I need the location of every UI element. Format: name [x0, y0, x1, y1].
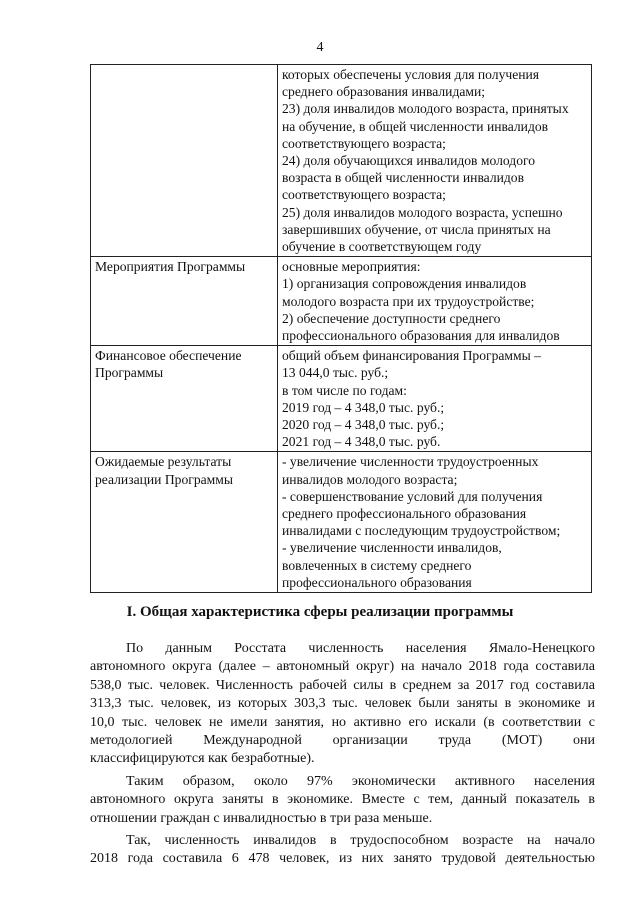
row-value-line: соответствующего возраста;: [282, 135, 446, 151]
paragraph-line: 2018 года составила 6 478 человек, из них занято трудовой деятельностью: [90, 851, 595, 867]
row-value-cell: [278, 346, 592, 452]
paragraph-line: 538,0 тыс. человек. Численность рабочей силы в среднем за 2017 год составила: [90, 677, 595, 693]
row-value-line: инвалидов молодого возраста;: [282, 471, 458, 487]
row-value-line: возраста в общей численности инвалидов: [282, 170, 525, 186]
row-value-line: 25) доля инвалидов молодого возраста, успешно: [282, 204, 563, 220]
section-heading: I. Общая характеристика сферы реализации программы: [126, 604, 514, 620]
body-text: [90, 640, 595, 873]
row-value-line: инвалидами с последующим трудоустройством;: [282, 523, 561, 539]
row-label-cell: [91, 452, 278, 593]
page-number: 4: [316, 40, 324, 55]
paragraph-line: автономного округа заняты в экономике. Вместе с тем, данный показатель в: [90, 792, 595, 808]
row-value-line: - совершенствование условий для получения: [282, 488, 543, 504]
paragraph-line: 10,0 тыс. человек не имели занятия, но активно его искали (в соответствии с: [90, 714, 595, 730]
row-value-cell: [278, 452, 592, 593]
row-label-cell: [91, 346, 278, 452]
row-label-line: Программы: [95, 365, 164, 381]
row-value-line: 2) обеспечение доступности среднего: [282, 310, 501, 326]
paragraph: [90, 773, 595, 828]
row-value-line: профессионального образования: [282, 574, 472, 590]
row-label-line: Финансовое обеспечение: [95, 348, 242, 364]
row-label-line: Мероприятия Программы: [95, 259, 246, 275]
row-label-line: Ожидаемые результаты: [95, 454, 232, 470]
program-passport-table: [90, 64, 592, 593]
row-value-cell: [278, 257, 592, 346]
paragraph-line: По данным Росстата численность населения Ямало-Ненецкого: [126, 641, 595, 656]
paragraph-line: Так, численность инвалидов в трудоспособном возрасте на начало: [126, 833, 595, 849]
paragraph-line: 313,3 тыс. человек, из которых 303,3 тыс. человек были заняты в экономике и: [90, 696, 595, 712]
row-value-line: 2019 год – 4 348,0 тыс. руб.;: [282, 399, 445, 415]
row-value-line: 23) доля инвалидов молодого возраста, принятых: [282, 101, 569, 117]
paragraph-line: классифицируются как безработные).: [90, 751, 315, 767]
row-value-line: которых обеспечены условия для получения: [282, 67, 540, 82]
row-label-cell: [91, 257, 278, 346]
row-label-cell: [91, 65, 278, 257]
row-value-line: основные мероприятия:: [282, 259, 421, 275]
row-value-line: 24) доля обучающихся инвалидов молодого: [282, 153, 536, 169]
row-value-line: 2020 год – 4 348,0 тыс. руб.;: [282, 417, 445, 433]
table-row: [91, 452, 592, 593]
row-value-line: вовлеченных в систему среднего: [282, 557, 472, 573]
row-value-line: - увеличение численности трудоустроенных: [282, 454, 539, 470]
paragraph-line: Таким образом, около 97% экономически активного населения: [126, 773, 595, 789]
row-value-line: соответствующего возраста;: [282, 187, 446, 203]
row-value-line: на обучение, в общей численности инвалидов: [282, 118, 549, 134]
row-value-line: в том числе по годам:: [282, 382, 407, 398]
row-value-line: молодого возраста при их трудоустройстве;: [282, 293, 535, 309]
row-label-line: реализации Программы: [95, 471, 233, 487]
paragraph: [90, 640, 595, 769]
row-value-line: - увеличение численности инвалидов,: [282, 540, 502, 556]
table-body: [91, 65, 592, 593]
row-value-line: среднего образования инвалидами;: [282, 84, 486, 100]
row-value-line: профессионального образования для инвалидов: [282, 328, 560, 344]
row-value-line: 13 044,0 тыс. руб.;: [282, 365, 389, 381]
row-value-cell: [278, 65, 592, 257]
table-row: [91, 257, 592, 346]
row-value-line: 1) организация сопровождения инвалидов: [282, 276, 527, 292]
row-value-line: общий объем финансирования Программы –: [282, 348, 541, 364]
row-value-line: завершивших обучение, от числа принятых на: [282, 221, 551, 237]
paragraph: [90, 832, 595, 869]
table-row: [91, 346, 592, 452]
row-value-line: 2021 год – 4 348,0 тыс. руб.: [282, 434, 441, 450]
row-value-line: обучение в соответствующем году: [282, 239, 482, 255]
row-value-line: среднего профессионального образования: [282, 506, 527, 522]
paragraph-line: методологией Международной организации труда (МОТ) они: [90, 733, 595, 749]
paragraph-line: автономного округа (далее – автономный округ) на начало 2018 года составила: [90, 659, 595, 675]
table-row: [91, 65, 592, 257]
paragraph-line: отношении граждан с инвалидностью в три раза меньше.: [90, 810, 433, 826]
